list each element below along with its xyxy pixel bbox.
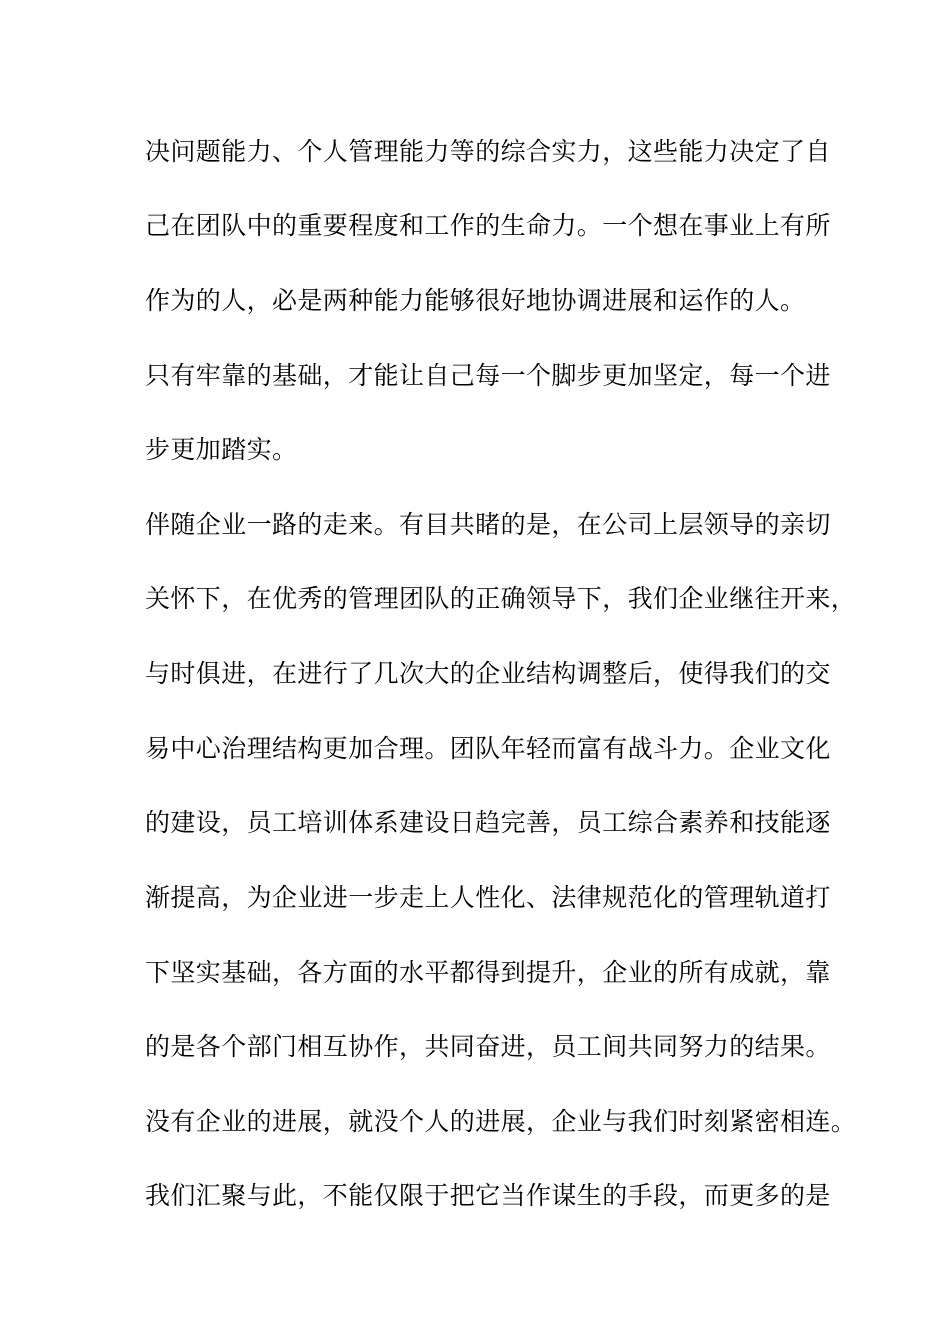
text-line-1: 决问题能力、个人管理能力等的综合实力，这些能力决定了自	[145, 137, 831, 166]
text-line-6: 伴随企业一路的走来。有目共睹的是，在公司上层领导的亲切	[145, 510, 831, 539]
text-line-3: 作为的人，必是两种能力能够很好地协调进展和运作的人。	[145, 286, 806, 315]
text-line-13: 的是各个部门相互协作，共同奋进，员工间共同努力的结果。	[145, 1032, 831, 1061]
text-line-15: 我们汇聚与此，不能仅限于把它当作谋生的手段，而更多的是	[145, 1181, 831, 1210]
text-line-14: 没有企业的进展，就没个人的进展，企业与我们时刻紧密相连。	[145, 1107, 857, 1136]
text-line-12: 下坚实基础，各方面的水平都得到提升，企业的所有成就，靠	[145, 958, 831, 987]
text-line-10: 的建设，员工培训体系建设日趋完善，员工综合素养和技能逐	[145, 808, 831, 837]
text-line-7: 关怀下，在优秀的管理团队的正确领导下，我们企业继往开来，	[145, 584, 857, 613]
text-line-5: 步更加踏实。	[145, 435, 298, 464]
text-line-2: 己在团队中的重要程度和工作的生命力。一个想在事业上有所	[145, 211, 831, 240]
text-line-8: 与时俱进，在进行了几次大的企业结构调整后，使得我们的交	[145, 659, 831, 688]
text-line-9: 易中心治理结构更加合理。团队年轻而富有战斗力。企业文化	[145, 734, 831, 763]
text-line-11: 渐提高，为企业进一步走上人性化、法律规范化的管理轨道打	[145, 883, 831, 912]
text-line-4: 只有牢靠的基础，才能让自己每一个脚步更加坚定，每一个进	[145, 361, 831, 390]
